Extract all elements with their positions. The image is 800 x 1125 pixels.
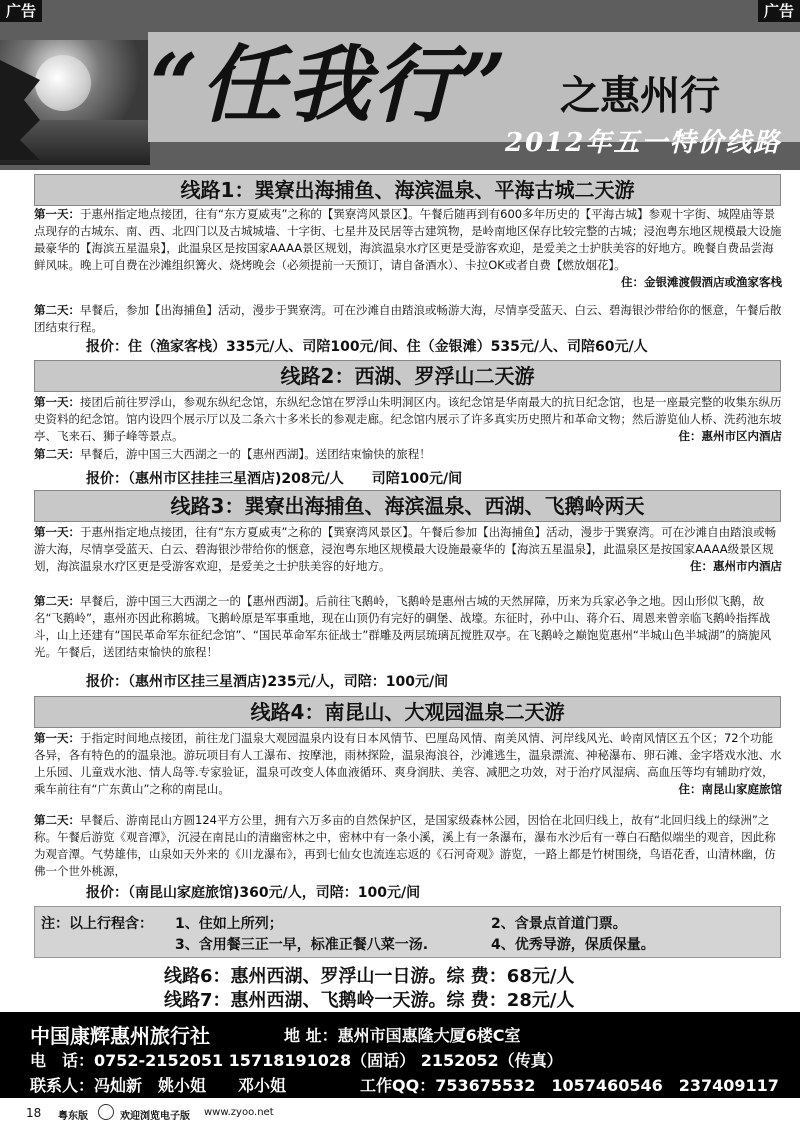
company-contact: 联系人：冯灿新 姚小姐 邓小姐	[30, 1076, 287, 1095]
extra-route: 线路7：惠州西湖、飞鹅岭一天游。综 费：28元/人	[164, 990, 575, 1011]
notes-prefix: 注：以上行程含：	[41, 916, 153, 932]
notes-box	[34, 906, 781, 958]
company-name: 中国康辉惠州旅行社	[30, 1024, 210, 1048]
route-day	[34, 206, 782, 291]
route-day	[34, 524, 782, 575]
title-subtitle: 之惠州行	[560, 73, 720, 119]
note-item: 2、含景点首道门票。	[491, 916, 627, 932]
company-phone: 电 话：0752-2152051 15718191028（固话） 2152052（传真）	[30, 1051, 563, 1070]
ad-label-right: 广告	[758, 0, 800, 22]
day-label: 第二天：	[34, 813, 80, 827]
stay-info: 住：金银滩渡假酒店或渔家客栈	[621, 275, 782, 289]
note-item: 3、含用餐三正一早，标准正餐八菜一汤.	[175, 937, 429, 953]
note-item: 4、优秀导游，保质保量。	[491, 937, 655, 953]
route-price: 报价：（南昆山家庭旅馆)360元/人，司陪：100元/间	[86, 885, 421, 901]
route-price: 报价：（惠州市区挂挂三星酒店)208元/人 司陪100元/间	[86, 471, 463, 487]
company-qq: 工作QQ：753675532 1057460546 237409117	[360, 1076, 779, 1095]
day-text: 于指定时间地点接团，前往龙门温泉大观园温泉内设有日本风情节、巴厘岛风情、南美风情、河岸线风光、岭南风情区五个区；72个功能各异，各有特色的的温泉池。游玩项目有人工瀑布、按摩池，雨林探险，温泉海浪谷，沙滩逃生，温泉漂流、神秘瀑布、卵石滩、金字塔戏水池、水上乐园、儿童戏水池、情人岛等.专家验证，温泉可改变人体血液循环、爽身润肤、美容、减肥之功效，对于治疗风湿病、高血压等均有辅助疗效，乘车前往有“广东黄山”之称的南昆山。	[34, 731, 782, 796]
route-price: 报价：住（渔家客栈）335元/人、司陪100元/间、住（金银滩）535元/人、司陪60元/人	[86, 339, 648, 355]
day-text: 早餐后，游中国三大西湖之一的【惠州西湖】。送团结束愉快的旅程！	[80, 447, 431, 461]
stay-info: 住：惠州市区内酒店	[678, 429, 782, 443]
day-text: 早餐后、游南昆山方圆124平方公里，拥有六万多亩的自然保护区，是国家级森林公园，因恰在北回归线上，故有“北回归线上的绿洲”之称。午餐后游览《观音潭》，沉浸在南昆山的清幽密林之中，密林中有一条小溪，溪上有一条瀑布，瀑布水沙后有一尊白石酷似端坐的观音，因此称为观音潭。气势雄伟，山泉如天外来的《川龙瀑布》，再到七仙女也流连忘返的《石河奇观》游览，一路上都是竹树围绕，鸟语花香，山清林幽，仿佛一个世外桃源，	[34, 813, 776, 878]
website-link[interactable]: www.zyoo.net	[204, 1107, 274, 1118]
route-day	[34, 593, 782, 661]
ad-label-left: 广告	[0, 0, 42, 22]
logo-icon	[98, 1104, 114, 1120]
route-day	[34, 394, 782, 445]
day-label: 第二天：	[34, 594, 80, 608]
day-label: 第二天：	[34, 303, 80, 317]
day-label: 第一天：	[34, 395, 80, 409]
bottom-bar	[0, 1100, 800, 1125]
stay-info: 住：南昆山家庭旅馆	[678, 782, 782, 796]
day-label: 第一天：	[34, 525, 80, 539]
day-text: 于惠州指定地点接团，往有“东方夏威夷”之称的【巽寮湾风景区】。午餐后参加【出海捕鱼】活动，漫步于巽寮湾。可在沙滩自由踏浪或畅游大海，尽情享受蓝天、白云、碧海银沙带给你的惬意，浸泡粤东地区规模最大设施最豪华的【海滨五星温泉】，此温泉区是按国家AAAA级景区规划，海滨温泉水疗区更是受游客欢迎，是爱美之士护肤美容的好地方。	[34, 525, 777, 573]
route-title: 线路1：巽寮出海捕鱼、海滨温泉、平海古城二天游	[34, 174, 781, 206]
page-number: 18	[26, 1106, 42, 1120]
route-day	[34, 446, 782, 463]
slogan: 欢迎浏览电子版	[120, 1111, 190, 1122]
day-text: 早餐后，参加【出海捕鱼】活动，漫步于巽寮湾。可在沙滩自由踏浪或畅游大海，尽情享受蓝天、白云、碧海银沙带给你的惬意，午餐后散团结束行程。	[34, 303, 782, 334]
day-text: 早餐后，游中国三大西湖之一的【惠州西湖】。后前往飞鹅岭，飞鹅岭是惠州古城的天然屏障，历来为兵家必争之地。因山形似飞鹅，故名“飞鹅岭”，惠州亦因此称鹅城。飞鹅岭原是军事重地，现在山顶仍有完好的碉堡、战壕。东征时，孙中山、蒋介石、周恩来曾亲临飞鹅岭指挥战斗，山上还建有“国民革命军东征纪念馆”、“国民革命军东征战士”群雕及两层琉璃瓦搅胜双亭。在飞鹅岭之巅饱览惠州“半城山色半城湖”的旖旎风光。午餐后，送团结束愉快的旅程！	[34, 594, 772, 659]
route-title: 线路4：南昆山、大观园温泉二天游	[34, 696, 781, 728]
moon-icon	[35, 55, 91, 111]
main-title: “任我行”	[150, 35, 509, 134]
day-text: 接团后前往罗浮山，参观东纵纪念馆，东纵纪念馆在罗浮山朱明洞区内。该纪念馆是华南最大的抗日纪念馆，也是一座最完整的收集东纵历史资料的纪念馆。馆内设四个展示厅以及二条六十多米长的参观走廊。纪念馆内展示了许多真实历史照片和革命文物；然后游览仙人桥、洗药池东坡亭、飞来石、狮子峰等景点。	[34, 395, 782, 443]
company-address: 地 址：惠州市国惠隆大厦6楼C室	[284, 1026, 521, 1045]
stay-info: 住：惠州市内酒店	[690, 559, 782, 573]
route-day	[34, 302, 782, 336]
route-title: 线路2：西湖、罗浮山二天游	[34, 360, 781, 392]
extra-route: 线路6：惠州西湖、罗浮山一日游。综 费：68元/人	[164, 966, 575, 987]
route-title: 线路3：巽寮出海捕鱼、海滨温泉、西湖、飞鹅岭两天	[34, 490, 781, 522]
route-day	[34, 730, 782, 798]
footer-contact	[0, 1012, 800, 1098]
route-price: 报价：（惠州市区挂三星酒店)235元/人，司陪：100元/间	[86, 674, 449, 690]
day-text: 于惠州指定地点接团，往有“东方夏威夷”之称的【巽寮湾风景区】。午餐后随再到有600多年历史的【平海古城】参观十字街、城隍庙等景点现存的古城东、南、西、北四门以及古城城墙、十字街、七星井及民居等古建筑物，是岭南地区保存比较完整的古城；浸泡粤东地区规模最大设施最豪华的【海滨五星温泉】，此温泉区是按国家AAAA景区规划，海滨温泉水疗区更是受游客欢迎，是爱美之士护肤美容的好地方。晚餐自费品尝海鲜风味。晚上可自费在沙滩组织篝火、烧烤晚会（必须提前一天预订，请自备酒水）、卡拉OK或者自费【燃放烟花】。	[34, 207, 782, 272]
day-label: 第一天：	[34, 731, 80, 745]
edition-label: 粤东版	[58, 1111, 88, 1122]
day-label: 第一天：	[34, 207, 80, 221]
route-day	[34, 812, 782, 880]
note-item: 1、住如上所列；	[175, 916, 283, 932]
header-banner	[0, 0, 800, 170]
day-label: 第二天：	[34, 447, 80, 461]
promo-subtitle: 2012年五一特价线路	[505, 128, 782, 158]
